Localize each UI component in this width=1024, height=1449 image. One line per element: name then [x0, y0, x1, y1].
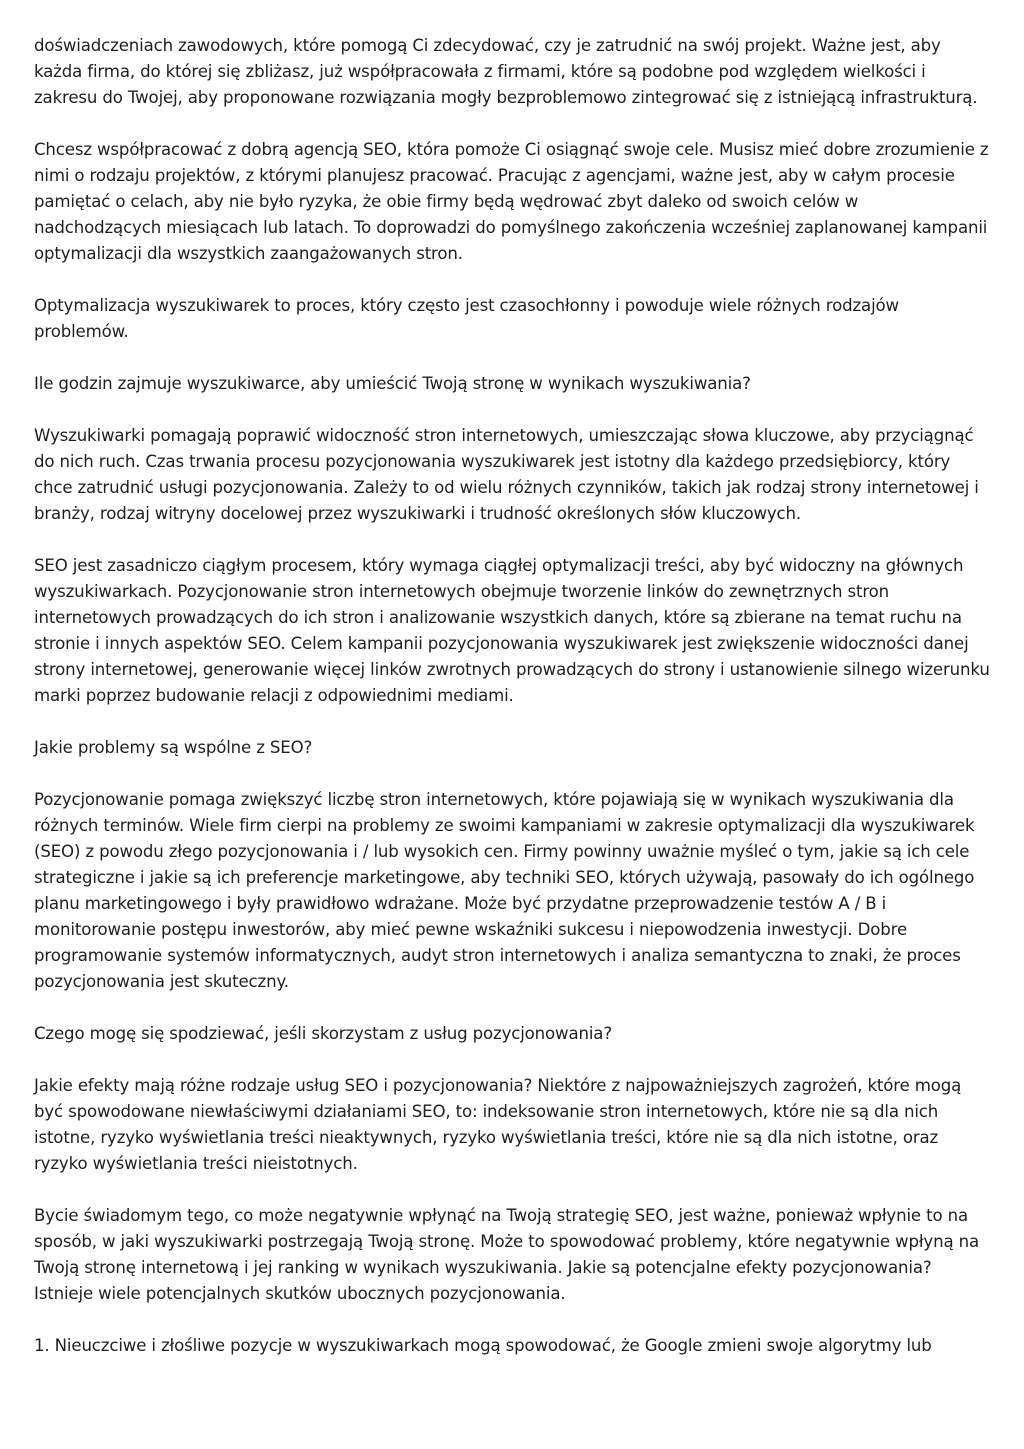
- paragraph-experience: doświadczeniach zawodowych, które pomogą Ci zdecydować, czy je zatrudnić na swój projekt. Ważne jest, aby każda firma, do której się zbliżasz, już współpracowała z firmami, które są podobne pod względem wielkości i zakresu do Twojej, aby proponowane rozwiązania mogły bezproblemowo zintegrować się z istniejącą infrastrukturą.: [34, 36, 978, 107]
- paragraph-positioning-helps: Pozycjonowanie pomaga zwiększyć liczbę stron internetowych, które pojawiają się w wynikach wyszukiwania dla różnych terminów. Wiele firm cierpi na problemy ze swoimi kampaniami w zakresie optymalizacji dla wyszukiwarek (SEO) z powodu złego pozycjonowania i / lub wysokich cen. Firmy powinny uważnie myśleć o tym, jakie są ich cele strategiczne i jakie są ich preferencje marketingowe, aby techniki SEO, których używają, pasowały do ich ogólnego planu marketingowego i były prawidłowo wdrażane. Może być przydatne przeprowadzenie testów A / B i monitorowanie postępu inwestorów, aby mieć pewne wskaźniki sukcesu i niepowodzenia inwestycji. Dobre programowanie systemów informatycznych, audyt stron internetowych i analiza semantyczna to znaki, że proces pozycjonowania jest skuteczny.: [34, 790, 975, 991]
- paragraph-seo-agency: Chcesz współpracować z dobrą agencją SEO, która pomoże Ci osiągnąć swoje cele. Musisz mieć dobre zrozumienie z nimi o rodzaju projektów, z którymi planujesz pracować. Pracując z agencjami, ważne jest, aby w całym procesie pamiętać o celach, aby nie było ryzyka, że obie firmy będą wędrować zbyt daleko od swoich celów w nadchodzących miesiącach lub latach. To doprowadzi do pomyślnego zakończenia wcześniej zaplanowanej kampanii optymalizacji dla wszystkich zaangażowanych stron.: [34, 140, 989, 263]
- paragraph-optimization-process: Optymalizacja wyszukiwarek to proces, który często jest czasochłonny i powoduje wiele różnych rodzajów problemów.: [34, 296, 899, 341]
- paragraph-search-engines: Wyszukiwarki pomagają poprawić widoczność stron internetowych, umieszczając słowa kluczowe, aby przyciągnąć do nich ruch. Czas trwania procesu pozycjonowania wyszukiwarek jest istotny dla każdego przedsiębiorcy, który chce zatrudnić usługi pozycjonowania. Zależy to od wielu różnych czynników, takich jak rodzaj strony internetowej i branży, rodzaj witryny docelowej przez wyszukiwarki i trudność określonych słów kluczowych.: [34, 426, 979, 523]
- question-what-to-expect: Czego mogę się spodziewać, jeśli skorzystam z usług pozycjonowania?: [34, 1024, 612, 1043]
- paragraph-continuous-process: SEO jest zasadniczo ciągłym procesem, który wymaga ciągłej optymalizacji treści, aby być widoczny na głównych wyszukiwarkach. Pozycjonowanie stron internetowych obejmuje tworzenie linków do zewnętrznych stron internetowych prowadzących do ich stron i analizowanie wszystkich danych, które są zbierane na temat ruchu na stronie i innych aspektów SEO. Celem kampanii pozycjonowania wyszukiwarek jest zwiększenie widoczności danej strony internetowej, generowanie więcej linków zwrotnych prowadzących do strony i ustanowienie silnego wizerunku marki poprzez budowanie relacji z odpowiednimi mediami.: [34, 556, 990, 705]
- question-hours: Ile godzin zajmuje wyszukiwarce, aby umieścić Twoją stronę w wynikach wyszukiwania?: [34, 374, 751, 393]
- paragraph-awareness: Bycie świadomym tego, co może negatywnie wpłynąć na Twoją strategię SEO, jest ważne, ponieważ wpłynie to na sposób, w jaki wyszukiwarki postrzegają Twoją stronę. Może to spowodować problemy, które negatywnie wpłyną na Twoją stronę internetową i jej ranking w wynikach wyszukiwania. Jakie są potencjalne efekty pozycjonowania? Istnieje wiele potencjalnych skutków ubocznych pozycjonowania.: [34, 1206, 979, 1303]
- paragraph-effects: Jakie efekty mają różne rodzaje usług SEO i pozycjonowania? Niektóre z najpoważniejszych zagrożeń, które mogą być spowodowane niewłaściwymi działaniami SEO, to: indeksowanie stron internetowych, które nie są dla nich istotne, ryzyko wyświetlania treści nieaktywnych, ryzyko wyświetlania treści, które nie są dla nich istotne, oraz ryzyko wyświetlania treści nieistotnych.: [34, 1076, 962, 1173]
- list-item-1: 1. Nieuczciwe i złośliwe pozycje w wyszukiwarkach mogą spowodować, że Google zmieni swoje algorytmy lub: [34, 1336, 932, 1355]
- question-common-problems: Jakie problemy są wspólne z SEO?: [34, 738, 313, 757]
